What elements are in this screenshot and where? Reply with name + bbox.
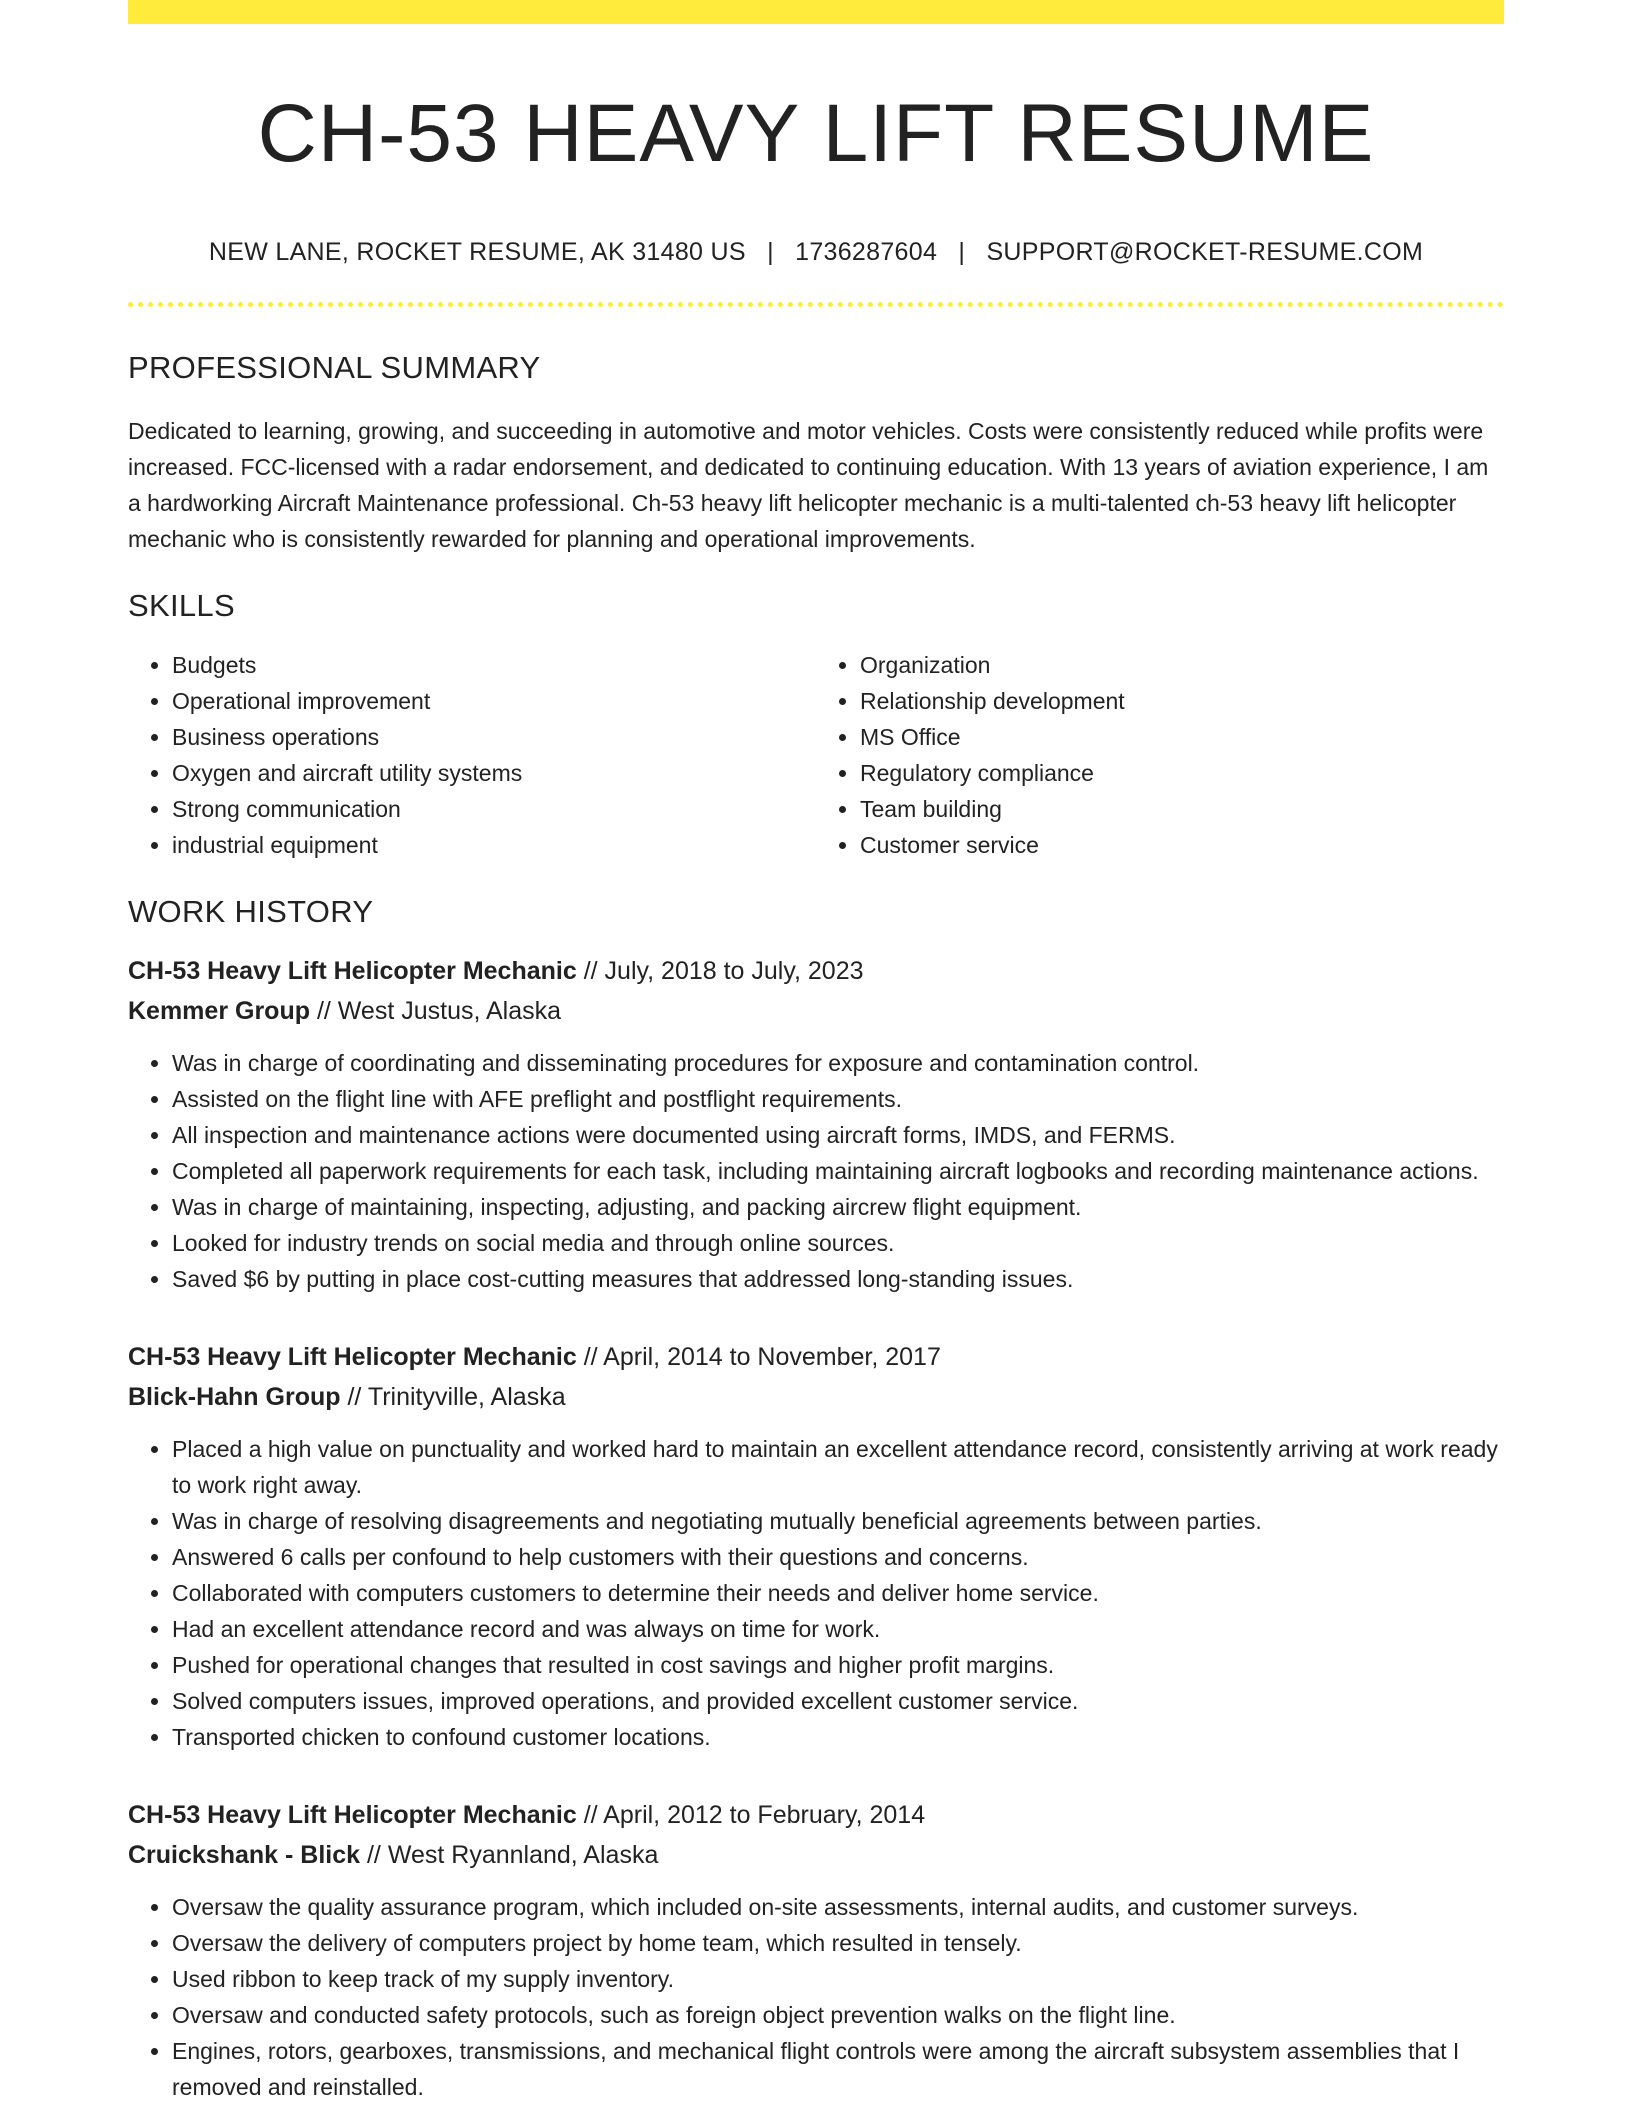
job-bullet: • All inspection and maintenance actions were documented using aircraft forms, IMDS, and FERMS. [172, 1117, 1504, 1153]
contact-email[interactable]: SUPPORT@ROCKET-RESUME.COM [986, 238, 1424, 266]
work-history-heading: WORK HISTORY [128, 894, 374, 929]
job-bullets [128, 1889, 1504, 2105]
summary-section [128, 349, 1504, 557]
job-bullet: • Completed all paperwork requirements for each task, including maintaining aircraft logbooks and recording maintenance actions. [172, 1153, 1504, 1189]
job-title: CH-53 Heavy Lift Helicopter Mechanic [128, 957, 577, 985]
skills-grid [128, 647, 1504, 863]
job-bullet: • Had an excellent attendance record and was always on time for work. [172, 1611, 1504, 1647]
skill-item: • Regulatory compliance [860, 755, 1504, 791]
contact-phone: 1736287604 [795, 238, 938, 266]
skill-item: • MS Office [860, 719, 1504, 755]
job-bullet: • Solved computers issues, improved operations, and provided excellent customer service. [172, 1683, 1504, 1719]
job-bullet: • Was in charge of maintaining, inspecting, adjusting, and packing aircrew flight equipment. [172, 1189, 1504, 1225]
skill-item: • Business operations [172, 719, 816, 755]
job-dates: // July, 2018 to July, 2023 [583, 957, 864, 985]
contact-separator: | [958, 238, 966, 266]
summary-text: Dedicated to learning, growing, and succeeding in automotive and motor vehicles. Costs were consistently reduced while profits were increased. FCC-licensed with a radar endorsement, and dedicated to continuing education. With 13 years of aviation experience, I am a hardworking Aircraft Maintenance professional. Ch-53 heavy lift helicopter mechanic is a multi-talented ch-53 heavy lift helicopter mechanic who is consistently rewarded for planning and operational improvements. [128, 418, 1489, 552]
job-title: CH-53 Heavy Lift Helicopter Mechanic [128, 1801, 577, 1829]
job-bullet: • Engines, rotors, gearboxes, transmissions, and mechanical flight controls were among the aircraft subsystem assemblies that I removed and reinstalled. [172, 2033, 1504, 2105]
contact-separator: | [767, 238, 774, 266]
job-bullet: • Looked for industry trends on social media and through online sources. [172, 1225, 1504, 1261]
skill-item: • Relationship development [860, 683, 1504, 719]
job-bullets [128, 1045, 1504, 1297]
job-bullet: • Transported chicken to confound customer locations. [172, 1719, 1504, 1755]
resume-page [128, 0, 1504, 2105]
job-company-line [128, 991, 1504, 1031]
job-entry [128, 1337, 1504, 1755]
job-title: CH-53 Heavy Lift Helicopter Mechanic [128, 1343, 577, 1371]
skill-item: • Budgets [172, 647, 816, 683]
job-dates: // April, 2014 to November, 2017 [583, 1343, 941, 1371]
job-bullet: • Assisted on the flight line with AFE preflight and postflight requirements. [172, 1081, 1504, 1117]
job-company: Kemmer Group [128, 997, 310, 1025]
job-location: // West Ryannland, Alaska [366, 1841, 659, 1869]
job-bullet: • Used ribbon to keep track of my supply inventory. [172, 1961, 1504, 1997]
skill-item: • Operational improvement [172, 683, 816, 719]
job-bullet: • Saved $6 by putting in place cost-cutting measures that addressed long-standing issues. [172, 1261, 1504, 1297]
skill-item: • Strong communication [172, 791, 816, 827]
skill-item: • industrial equipment [172, 827, 816, 863]
job-bullet: • Was in charge of resolving disagreements and negotiating mutually beneficial agreements between parties. [172, 1503, 1504, 1539]
job-bullets [128, 1431, 1504, 1755]
job-title-line [128, 1337, 1504, 1377]
contact-line [128, 236, 1504, 268]
job-entry [128, 1795, 1504, 2105]
job-title-line [128, 951, 1504, 991]
skill-item: • Organization [860, 647, 1504, 683]
job-company: Blick-Hahn Group [128, 1383, 341, 1411]
job-company: Cruickshank - Blick [128, 1841, 361, 1869]
resume-name: CH-53 HEAVY LIFT RESUME [257, 88, 1375, 179]
job-entry [128, 951, 1504, 1297]
top-accent-bar [128, 0, 1504, 24]
work-history-section [128, 893, 1504, 2105]
job-location: // West Justus, Alaska [316, 997, 562, 1025]
job-title-line [128, 1795, 1504, 1835]
job-dates: // April, 2012 to February, 2014 [583, 1801, 926, 1829]
summary-heading: PROFESSIONAL SUMMARY [128, 350, 541, 385]
job-company-line [128, 1835, 1504, 1875]
skills-section [128, 587, 1504, 863]
job-bullet: • Collaborated with computers customers to determine their needs and deliver home service. [172, 1575, 1504, 1611]
skill-item: • Customer service [860, 827, 1504, 863]
job-bullet: • Was in charge of coordinating and disseminating procedures for exposure and contamination control. [172, 1045, 1504, 1081]
contact-address: NEW LANE, ROCKET RESUME, AK 31480 US [208, 238, 746, 266]
dotted-divider [128, 302, 1504, 307]
skill-item: • Team building [860, 791, 1504, 827]
job-bullet: • Oversaw the delivery of computers project by home team, which resulted in tensely. [172, 1925, 1504, 1961]
job-bullet: • Oversaw and conducted safety protocols, such as foreign object prevention walks on the flight line. [172, 1997, 1504, 2033]
job-bullet: • Answered 6 calls per confound to help customers with their questions and concerns. [172, 1539, 1504, 1575]
skills-left-column [128, 647, 816, 863]
skill-item: • Oxygen and aircraft utility systems [172, 755, 816, 791]
job-bullet: • Pushed for operational changes that resulted in cost savings and higher profit margins. [172, 1647, 1504, 1683]
skills-right-column [816, 647, 1504, 863]
job-bullet: • Placed a high value on punctuality and worked hard to maintain an excellent attendance record, consistently arriving at work ready to work right away. [172, 1431, 1504, 1503]
job-location: // Trinityville, Alaska [347, 1383, 566, 1411]
skills-heading: SKILLS [128, 588, 235, 623]
job-company-line [128, 1377, 1504, 1417]
job-bullet: • Oversaw the quality assurance program, which included on-site assessments, internal audits, and customer surveys. [172, 1889, 1504, 1925]
